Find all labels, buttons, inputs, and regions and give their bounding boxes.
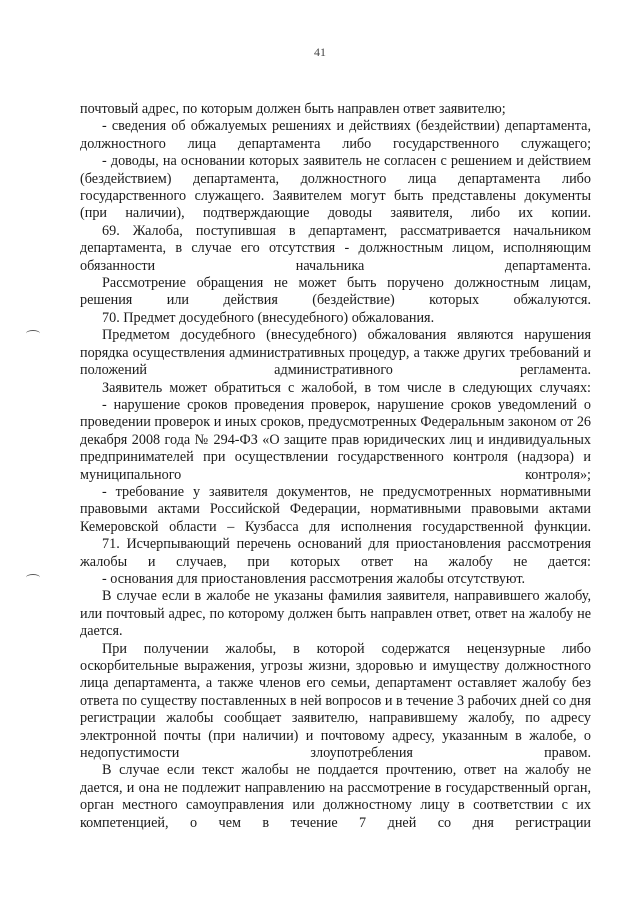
paragraph: [80, 484, 591, 536]
paragraph: [80, 310, 591, 327]
text-line: служащего;: [520, 135, 592, 152]
text-line: обязанности начальника департамента.: [80, 257, 591, 274]
text-line: департамента, должностного лица департамента либо государственного: [80, 118, 591, 152]
text-line: 71. Исчерпывающий перечень оснований для приостановления: [102, 536, 501, 553]
text-line: действием (бездействием) департамента, должностного лица департамента: [80, 153, 591, 187]
text-line: 69. Жалоба, поступившая в департамент, рассматривается начальником: [102, 222, 591, 239]
text-line: Рассмотрение обращения не может быть поручено должностным лицам,: [102, 275, 591, 292]
paragraph: [80, 223, 591, 275]
paragraph: [80, 101, 591, 118]
paragraph: [80, 397, 591, 484]
text-line: Кемеровской области – Кузбасса для исполнения государственной функции.: [80, 518, 591, 535]
text-line: правом.: [544, 745, 592, 762]
scan-mark-bottom: [26, 574, 40, 581]
text-line: оскорбительные выражения, угрозы жизни, здоровью и имуществу: [80, 658, 500, 674]
paragraph: [80, 118, 591, 153]
text-line: направившему жалобу, по адресу электронной почты (при наличии) и: [80, 710, 592, 744]
text-line: - требование у заявителя документов, не предусмотренных нормативными: [102, 483, 591, 500]
text-line: дается, и она не подлежит направлению на рассмотрение в государственный: [80, 779, 550, 796]
text-line: о проведении проверок и иных сроков, предусмотренных Федеральным: [80, 396, 592, 431]
text-line: требований и положений административного регламента.: [80, 344, 591, 379]
text-line: решения или действия (бездействие) которых обжалуются.: [80, 292, 591, 309]
text-line: В случае если в жалобе не указаны фамилия заявителя, направившего: [102, 588, 540, 605]
text-line: правовыми актами Российской Федерации, нормативными правовыми актами: [80, 501, 591, 518]
text-line: почтовому адресу, указанным в жалобе, о недопустимости злоупотребления: [80, 727, 591, 762]
document-body: [80, 101, 591, 832]
scan-mark-top: [26, 330, 40, 337]
paragraph: [80, 588, 591, 640]
paragraph: [80, 641, 591, 763]
text-line: на жалобу не дается.: [80, 605, 591, 640]
text-line: департамента, в случае его отсутствия - должностным лицом, исполняющим: [80, 240, 591, 257]
text-line: почтовый адрес, по которым должен быть направлен ответ заявителю;: [80, 101, 506, 117]
paragraph: [80, 536, 591, 571]
text-line: оставляет жалобу без ответа по существу поставленных в ней вопросов и в: [80, 675, 592, 709]
text-line: соответствии с их компетенцией, о чем в течение 7 дней со дня регистрации: [80, 797, 591, 831]
text-line: Заявитель может обратиться с жалобой, в том числе в следующих случаях:: [102, 379, 591, 396]
text-line: В случае если текст жалобы не поддается прочтению, ответ на жалобу не: [102, 762, 591, 779]
text-line: жалобу, или почтовый адрес, по которому должен быть направлен ответ, ответ: [80, 588, 591, 622]
text-line: порядка осуществления административных процедур, а также других: [80, 344, 506, 361]
text-line: Предметом досудебного (внесудебного) обжалования являются нарушения: [102, 327, 591, 344]
paragraph: [80, 275, 591, 310]
page-number: 41: [314, 45, 326, 59]
text-line: орган, орган местного самоуправления или должностному лицу в: [80, 779, 591, 814]
text-line: законом от 26 декабря 2008 года № 294-ФЗ «О защите прав юридических лиц: [80, 414, 592, 448]
text-line: - доводы, на основании которых заявитель не согласен с решением и: [102, 153, 524, 170]
text-line: рассмотрения жалобы и случаев, при которых ответ на жалобу не дается:: [80, 536, 592, 570]
text-line: течение 3 рабочих дней со дня регистрации жалобы сообщает заявителю,: [80, 692, 592, 727]
paragraph: [80, 153, 591, 223]
paragraph: [80, 571, 591, 588]
text-line: либо государственного служащего. Заявителем могут быть представлены: [80, 170, 591, 205]
text-line: и индивидуальных предпринимателей при осуществлении государственного: [80, 431, 591, 466]
text-line: должностного лица департамента, а также членов его семьи, департамент: [80, 658, 591, 692]
paragraph: [80, 380, 591, 397]
text-line: - основания для приостановления рассмотрения жалобы отсутствуют.: [102, 570, 526, 587]
text-line: 70. Предмет досудебного (внесудебного) обжалования.: [102, 309, 435, 326]
paragraph: [80, 762, 591, 832]
text-line: документы (при наличии), подтверждающие доводы заявителя, либо их копии.: [80, 188, 592, 222]
text-line: контроля (надзора) и муниципального контроля»;: [80, 449, 591, 483]
paragraph: [80, 327, 591, 379]
text-line: - сведения об обжалуемых решениях и действиях (бездействии): [102, 118, 500, 135]
text-line: - нарушение сроков проведения проверок, нарушение сроков уведомлений: [102, 396, 578, 413]
text-line: При получении жалобы, в которой содержатся нецензурные либо: [102, 640, 591, 657]
